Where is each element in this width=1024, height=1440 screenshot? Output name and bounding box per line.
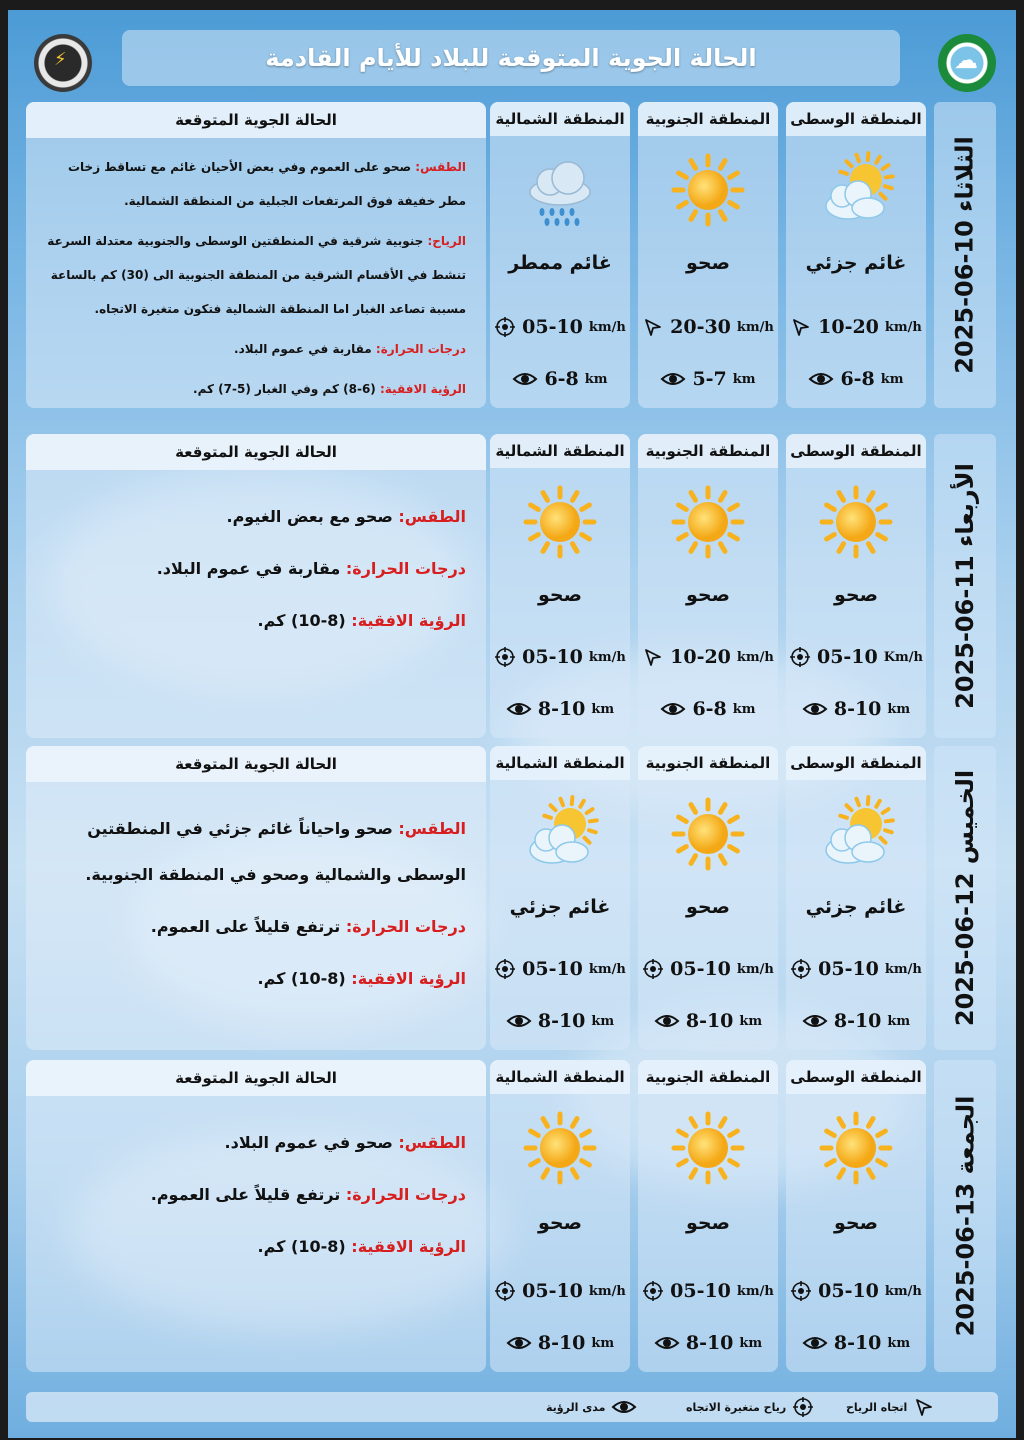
partly-cloudy-icon [520,794,600,874]
visibility-row [638,698,778,720]
forecast-line [42,1172,466,1218]
region-card-central [786,1060,926,1372]
forecast-line [42,494,466,540]
forecast-line [42,150,466,218]
wind-row [638,646,778,668]
forecast-line [42,956,466,1002]
wind-speed: 05-10 [522,1280,583,1302]
visibility-row [786,368,926,390]
legend-variable-wind-label: رياح متغيرة الاتجاه [686,1400,787,1414]
wind-speed: 05-10 [670,1280,731,1302]
region-card-central [786,746,926,1050]
visibility-row [786,1010,926,1032]
region-name: المنطقة الشمالية [490,102,630,136]
forecast-line-label: الطقس: [398,819,466,838]
wind-row [490,1280,630,1302]
visibility-unit: km [887,701,911,717]
region-card-northern [490,1060,630,1372]
forecast-line-label: الرياح: [427,234,466,248]
visibility-unit: km [591,701,615,717]
eye-icon [802,1332,828,1354]
visibility-value: 8-10 [537,1332,586,1354]
weather-condition: صحو [538,1212,582,1234]
region-name: المنطقة الوسطى [786,102,926,136]
variable-wind-icon [790,1280,812,1302]
weather-condition: غائم جزئي [805,896,907,918]
wind-row [490,646,630,668]
expected-weather-panel [26,746,486,1050]
visibility-value: 5-7 [692,368,727,390]
region-card-northern [490,746,630,1050]
sun-icon [816,1108,896,1188]
visibility-row [786,1332,926,1354]
wind-speed: 20-30 [670,316,731,338]
region-card-northern [490,102,630,408]
forecast-line [42,546,466,592]
visibility-row [638,1010,778,1032]
forecast-line [42,372,466,406]
weather-condition: غائم جزئي [805,252,907,274]
wind-speed: 05-10 [522,958,583,980]
visibility-unit: km [880,371,904,387]
forecast-line-text: صحو واحياناً غائم جزئي في المنطقتين الوسطى والشمالية وصحو في المنطقة الجنوبية. [85,819,466,884]
expected-weather-title: الحالة الجوية المتوقعة [26,746,486,782]
visibility-unit: km [591,1013,615,1029]
wind-direction-icon [642,316,664,338]
wind-row [638,316,778,338]
page-title: الحالة الجوية المتوقعة للبلاد للأيام القادمة [265,44,757,72]
wind-row [786,316,926,338]
expected-weather-body [42,150,466,412]
forecast-line-text: ترتفع قليلاً على العموم. [150,917,346,936]
eye-icon [802,1010,828,1032]
wind-unit: km/h [736,1283,774,1299]
weather-condition: صحو [686,896,730,918]
wind-row [786,958,926,980]
legend-variable-wind [686,1396,814,1418]
variable-wind-icon [792,1396,814,1418]
visibility-row [490,1332,630,1354]
wind-unit: km/h [588,319,626,335]
sun-icon [668,150,748,230]
wind-speed: 05-10 [522,316,583,338]
weather-condition: صحو [686,252,730,274]
region-card-northern [490,434,630,738]
variable-wind-icon [494,958,516,980]
wind-unit: km/h [884,961,922,977]
wind-unit: km/h [884,1283,922,1299]
forecast-line-text: جنوبية شرقية في المنطقتين الوسطى والجنوبية معتدلة السرعة تنشط في الأقسام الشرقية من المنطقة الجنوبية الى (30) كم بالساعة مسببة تصاعد الغبار اما المنطقة الشمالية فتكون متغيرة الاتجاه. [47,234,466,316]
visibility-value: 8-10 [537,1010,586,1032]
wind-speed: 10-20 [818,316,879,338]
eye-icon [654,1010,680,1032]
legend-wind-direction [846,1396,935,1418]
eye-icon [611,1396,637,1418]
region-name: المنطقة الجنوبية [638,1060,778,1094]
weather-condition: صحو [686,584,730,606]
region-name: المنطقة الوسطى [786,1060,926,1094]
weather-condition: صحو [686,1212,730,1234]
expected-weather-title: الحالة الجوية المتوقعة [26,1060,486,1096]
wind-direction-icon [913,1396,935,1418]
wind-speed: 05-10 [522,646,583,668]
day-date: الثلاثاء 10-06-2025 [951,136,980,374]
region-card-southern [638,746,778,1050]
visibility-row [490,698,630,720]
date-panel [934,1060,996,1372]
eye-icon [506,1010,532,1032]
legend-wind-direction-label: اتجاه الرياح [846,1400,908,1414]
visibility-value: 8-10 [537,698,586,720]
eye-icon [802,698,828,720]
region-card-central [786,102,926,408]
wind-unit: Km/h [883,649,924,665]
forecast-line-label: الطقس: [398,1133,466,1152]
wind-speed: 05-10 [670,958,731,980]
wind-row [786,646,926,668]
expected-weather-panel [26,102,486,408]
forecast-line-text: صحو في عموم البلاد. [224,1133,399,1152]
sun-icon [520,1108,600,1188]
region-name: المنطقة الوسطى [786,746,926,780]
forecast-line-text: صحو مع بعض الغيوم. [226,507,399,526]
region-card-central [786,434,926,738]
visibility-row [638,368,778,390]
visibility-unit: km [887,1335,911,1351]
forecast-line-label: الرؤية الافقية: [379,382,466,396]
expected-weather-panel [26,1060,486,1372]
forecast-line-text: (8-10) كم. [257,969,352,988]
variable-wind-icon [494,646,516,668]
weather-condition: غائم ممطر [508,252,612,274]
forecast-line [42,1120,466,1166]
wind-unit: km/h [884,319,922,335]
wind-direction-icon [642,646,664,668]
region-name: المنطقة الجنوبية [638,102,778,136]
forecast-line [42,332,466,366]
weather-condition: غائم جزئي [509,896,611,918]
sun-icon [816,482,896,562]
visibility-row [490,368,630,390]
forecast-line-label: الطقس: [415,160,466,174]
visibility-unit: km [732,701,756,717]
date-panel [934,102,996,408]
region-card-southern [638,102,778,408]
forecast-line-label: درجات الحرارة: [345,559,466,578]
forecast-line-label: درجات الحرارة: [375,342,466,356]
variable-wind-icon [789,646,811,668]
visibility-value: 6-8 [840,368,875,390]
weather-condition: صحو [834,584,878,606]
region-name: المنطقة الشمالية [490,746,630,780]
rain-cloud-icon [520,150,600,230]
sun-icon [668,1108,748,1188]
expected-weather-body [42,1120,466,1276]
eye-icon [512,368,538,390]
sun-icon [520,482,600,562]
region-name: المنطقة الجنوبية [638,434,778,468]
visibility-unit: km [591,1335,615,1351]
wind-row [490,958,630,980]
forecast-line-label: الرؤية الافقية: [351,969,466,988]
wind-direction-icon [790,316,812,338]
forecast-line-label: درجات الحرارة: [345,1185,466,1204]
forecast-line [42,1224,466,1270]
forecast-line-label: الطقس: [398,507,466,526]
wind-row [490,316,630,338]
sun-icon [668,794,748,874]
visibility-row [786,698,926,720]
expected-weather-body [42,806,466,1008]
visibility-unit: km [887,1013,911,1029]
variable-wind-icon [494,1280,516,1302]
wind-unit: km/h [588,649,626,665]
eye-icon [506,698,532,720]
forecast-line-text: (8-10) كم. [257,1237,352,1256]
forecast-line [42,806,466,898]
weather-poster [8,10,1016,1438]
weather-condition: صحو [834,1212,878,1234]
eye-icon [506,1332,532,1354]
expected-weather-body [42,494,466,650]
forecast-line [42,598,466,644]
weather-condition: صحو [538,584,582,606]
wind-unit: km/h [588,961,626,977]
region-card-southern [638,434,778,738]
date-panel [934,746,996,1050]
region-name: المنطقة الجنوبية [638,746,778,780]
wind-row [638,1280,778,1302]
forecast-line-text: صحو على العموم وفي بعض الأحيان غائم مع تساقط زخات مطر خفيفة فوق المرتفعات الجبلية من المنطقة الشمالية. [67,160,466,208]
forecast-line [42,224,466,326]
variable-wind-icon [642,1280,664,1302]
partly-cloudy-icon [816,150,896,230]
expected-weather-panel [26,434,486,738]
wind-row [638,958,778,980]
wind-speed: 05-10 [818,1280,879,1302]
eye-icon [654,1332,680,1354]
wind-speed: 05-10 [818,958,879,980]
forecast-line [42,904,466,950]
forecast-line-label: الرؤية الافقية: [351,1237,466,1256]
day-date: الجمعة 13-06-2025 [951,1095,980,1337]
forecast-center-logo [34,34,92,92]
wind-unit: km/h [588,1283,626,1299]
meteorology-authority-logo [938,34,996,92]
visibility-value: 8-10 [833,1332,882,1354]
visibility-value: 8-10 [685,1010,734,1032]
eye-icon [660,368,686,390]
forecast-line-text: مقاربة في عموم البلاد. [234,342,376,356]
variable-wind-icon [642,958,664,980]
eye-icon [660,698,686,720]
visibility-value: 6-8 [544,368,579,390]
region-name: المنطقة الوسطى [786,434,926,468]
visibility-unit: km [584,371,608,387]
sun-icon [668,482,748,562]
wind-row [786,1280,926,1302]
visibility-unit: km [739,1335,763,1351]
region-name: المنطقة الشمالية [490,434,630,468]
visibility-value: 8-10 [833,1010,882,1032]
expected-weather-title: الحالة الجوية المتوقعة [26,434,486,470]
legend-visibility [546,1396,637,1418]
forecast-line-text: مقاربة في عموم البلاد. [156,559,346,578]
header-bar [122,30,900,86]
day-date: الأربعاء 11-06-2025 [951,463,979,709]
visibility-row [638,1332,778,1354]
legend [26,1392,998,1422]
wind-speed: 10-20 [670,646,731,668]
wind-speed: 05-10 [816,646,878,668]
legend-visibility-label: مدى الرؤية [546,1400,606,1414]
expected-weather-title: الحالة الجوية المتوقعة [26,102,486,138]
region-card-southern [638,1060,778,1372]
forecast-line-label: درجات الحرارة: [345,917,466,936]
visibility-value: 6-8 [692,698,727,720]
wind-unit: km/h [736,319,774,335]
region-name: المنطقة الشمالية [490,1060,630,1094]
forecast-line-text: (6-8) كم وفي الغبار (5-7) كم. [193,382,380,396]
variable-wind-icon [790,958,812,980]
forecast-line-label: الرؤية الافقية: [351,611,466,630]
forecast-line-text: ترتفع قليلاً على العموم. [150,1185,346,1204]
visibility-value: 8-10 [833,698,882,720]
wind-unit: km/h [736,961,774,977]
visibility-row [490,1010,630,1032]
variable-wind-icon [494,316,516,338]
forecast-line-text: (8-10) كم. [257,611,352,630]
wind-unit: km/h [736,649,774,665]
partly-cloudy-icon [816,794,896,874]
day-date: الخميس 12-06-2025 [951,769,979,1027]
visibility-unit: km [739,1013,763,1029]
eye-icon [808,368,834,390]
date-panel [934,434,996,738]
visibility-unit: km [732,371,756,387]
visibility-value: 8-10 [685,1332,734,1354]
